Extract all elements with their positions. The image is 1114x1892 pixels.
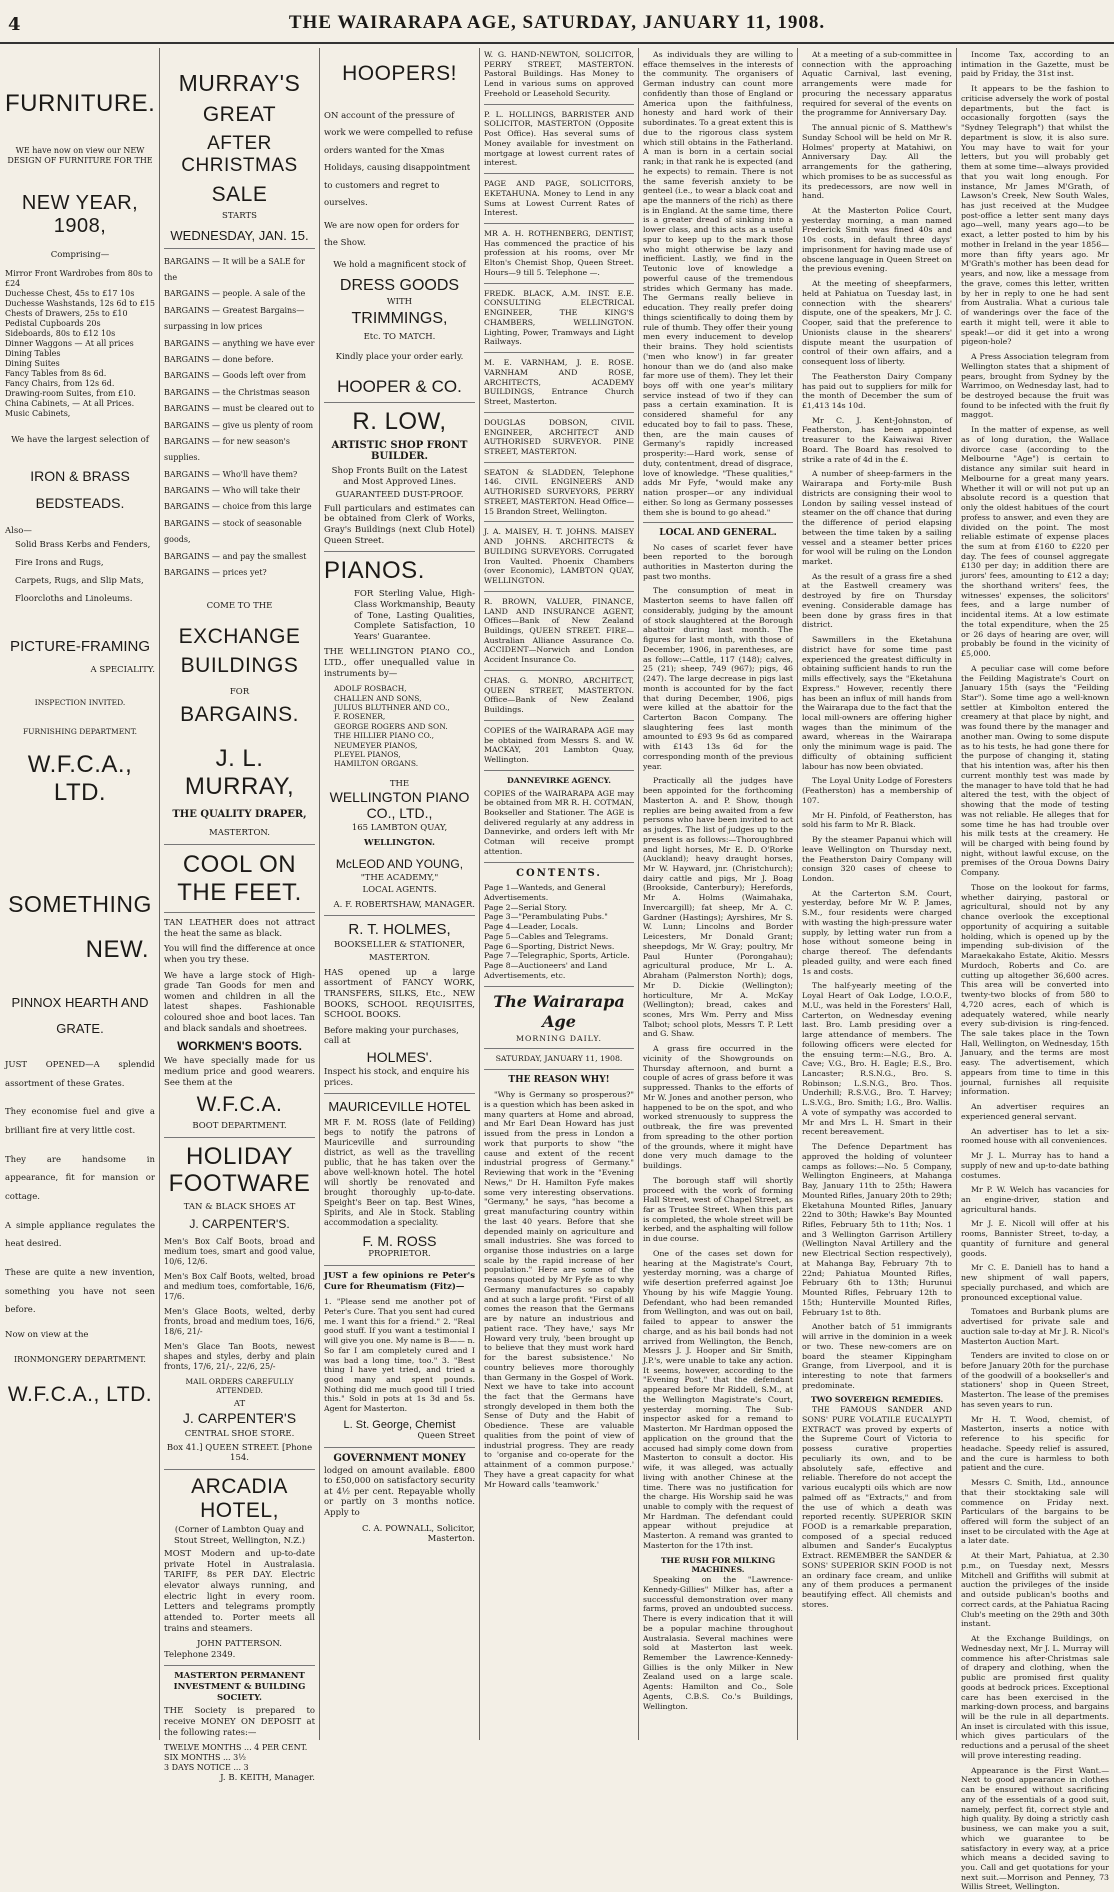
mpi-body: THE Society is prepared to receive MONEY ON DEPOSIT at the following rates:— bbox=[164, 1706, 315, 1738]
age-copies-notice: COPIES of the WAIRARAPA AGE may be obtained from Messrs S. and W. MACKAY, 201 Lambton Quay, Wellington. bbox=[484, 725, 634, 765]
price-item: Music Cabinets, bbox=[5, 408, 71, 418]
divider bbox=[484, 462, 634, 463]
price-item: Duchesse Chest, 45s to £17 10s bbox=[5, 288, 135, 298]
professional-card: DOUGLAS DOBSON, CIVIL ENGINEER, ARCHITECT AND AUTHORISED SURVEYOR. PINE STREET, MASTERTON. bbox=[484, 417, 634, 456]
divider bbox=[484, 670, 634, 671]
local-item: At the Exchange Buildings, on Wednesday next, Mr J. L. Murray will commence his after-Christmas sale of drapery and clothing, when the public are promised first quality goods at bedrock prices. Exceptional care has been exercised in the marking-down process, and bargains will be the rule in all departments. An inset is circulated with this issue, which gives particulars of the reductions and a perusal of the sheet will prove interesting reading. bbox=[961, 1634, 1109, 1760]
professional-card: PAGE AND PAGE, SOLICITORS, EKETAHUNA. Money to Lend in any Sums at Lowest Current Rates of Interest. bbox=[484, 179, 634, 218]
maker: JULIUS BLUTHNER AND CO., bbox=[334, 703, 450, 712]
divider bbox=[484, 591, 634, 592]
bargain-line: BARGAINS — must be cleared out to bbox=[164, 404, 315, 414]
local-item: In the matter of expense, as well as of long duration, the Wallace divorce case (according to the Melbourne "Age") is certain to distance any similar suit heard in Melbourne for a great many years. Whether it will or will not put up an absolute record is a question that only the oldest habitues of the court profess to answer, and even they are divided on the point. The most reliable estimate of expense places the sum at from £160 to £220 per day. The fees of counsel aggregate £130 per day; in addition there are jurors' fees, amounting to £12 a day; the shorthand writers' fees, the witnesses' expenses, the solicitors' fees, and a large number of incidental items. At a low estimate the total expenditure, when the 25 or 26 days of hearing are over, will probably be found in the vicinity of £5,000. bbox=[961, 425, 1109, 659]
price-item: Dining Tables bbox=[5, 348, 61, 358]
holmes-heading: HOLMES'. bbox=[366, 1049, 433, 1065]
divider bbox=[484, 521, 634, 522]
masthead: The Wairarapa Age bbox=[493, 991, 625, 1031]
shop-fronts: Shop Fronts Built on the Latest and Most Approved Lines. bbox=[331, 465, 468, 487]
pinnox-para: Now on view at the bbox=[5, 1330, 89, 1341]
column-rule bbox=[956, 48, 957, 1740]
local-item: An advertiser requires an experienced general servant. bbox=[961, 1102, 1109, 1121]
bargain-line: BARGAINS — the Christmas season bbox=[164, 387, 310, 397]
murrays-heading: MURRAY'S bbox=[178, 70, 301, 96]
etc-to-match: Etc. TO MATCH. bbox=[363, 331, 436, 342]
hoopers-heading: HOOPERS! bbox=[342, 62, 457, 85]
artistic-shop-front: ARTISTIC SHOP FRONT BUILDER. bbox=[331, 439, 468, 462]
column-1 bbox=[2, 50, 158, 1740]
professional-card: P. L. HOLLINGS, BARRISTER AND SOLICITOR, MASTERTON (Opposite Post Office). Has several sums of Money available for investment on mortgage at lowest current rates of interest. bbox=[484, 109, 634, 168]
page-number: 4 bbox=[8, 14, 21, 35]
new-heading: NEW. bbox=[85, 935, 149, 963]
bargain-line: BARGAINS — anything we have ever bbox=[164, 338, 315, 348]
contents-heading: CONTENTS. bbox=[516, 867, 602, 879]
speciality-label: A SPECIALITY. bbox=[90, 665, 155, 676]
great-heading: GREAT bbox=[202, 103, 277, 126]
contents-item: Page 1—Wanteds, and General Advertisements. bbox=[484, 883, 606, 902]
manager-name: A. F. ROBERTSHAW, MANAGER. bbox=[333, 899, 475, 910]
trimmings-heading: TRIMMINGS, bbox=[351, 309, 448, 327]
price-item: Fancy Tables from 8s 6d. bbox=[5, 368, 107, 378]
with-label: WITH bbox=[386, 297, 413, 307]
local-item: No cases of scarlet fever have been reported to the borough authorities in Masterton during the past two months. bbox=[643, 542, 793, 581]
at-label: AT bbox=[233, 1399, 246, 1410]
professional-card: R. BROWN, VALUER, FINANCE, LAND AND INSURANCE AGENT, Offices—Bank of New Zealand Buildings, QUEEN STREET. FIRE—Australian Alliance Assurance Co. ACCIDENT—Norwich and London Accident Insurance Co. bbox=[484, 596, 634, 665]
leader-continued: As individuals they are willing to efface themselves in the interests of the community. The organisers of German industry can count more confidently than those of England or America upon the faithfulness, honesty and hard work of their subordinates. To a great extent this is due to the rigorous class system which still obtains in the Fatherland. A man is born in a certain social rank; in that rank he is expected (and he expects) to remain. There is not the same feverish anxiety to be genteel (i.e., to wear a black coat and ape the manners of the rich) as there is in England. At the same time, there is a greater dread of sinking into a lower class, and this acts as a useful spur to keep up to the mark those who might otherwise be lazy and inefficient. Lastly, we find in the Teutonic love of knowledge a powerful cause of the tremendous strides which Germany has made. The Germans really believe in education. They really prefer doing things scientifically to doing them by rule of thumb. They offer their young men every inducement to develop their brains. They hold scientists ('men who know') in far greater honour than we do (and also make far more use of them). They let their boys off with one year's military service instead of two if they can pass a certain examination. It is considered shameful for any educated boy to fail to pass. These, then, are the main causes of Germany's rapidly increased prosperity:—Hard work, sense of duty, contentment, dread of disgrace, love of knowledge. "These qualities," adds Mr Fyfe, "would make any nation prosper—or any individual either. So long as Germany possesses them she is bound to go ahead." bbox=[643, 50, 793, 517]
contents-item: Page 4—Leader, Locals. bbox=[484, 922, 579, 932]
divider bbox=[484, 412, 634, 413]
gm-body: lodged on amount available. £800 to £50,000 on satisfactory security at 4½ per cent. Repayable wholly or partly on 3 months notice. Apply to bbox=[324, 1465, 475, 1519]
column-7 bbox=[958, 50, 1112, 1892]
bargain-line: BARGAINS — stock of seasonable goods, bbox=[164, 518, 302, 545]
hoopers-para: We hold a magnificent stock of bbox=[333, 260, 466, 271]
pinnox-para: These are quite a new invention, something you have not seen before. bbox=[5, 1268, 155, 1316]
tan-black-shoes: TAN & BLACK SHOES AT bbox=[183, 1202, 296, 1213]
maker: THE HILLIER PIANO CO., bbox=[334, 731, 435, 741]
hoopers-para: ON account of the pressure of work we were compelled to refuse orders wanted for the Xmas Holidays, causing disappointment to customers and regret to ourselves. bbox=[324, 111, 473, 209]
shoe-item: Men's Box Calf Boots, broad and medium toes, smart and good value, 10/6, 12/6. bbox=[164, 1236, 315, 1266]
exchange-buildings: EXCHANGE BUILDINGS bbox=[178, 625, 301, 678]
carpenters-heading: J. CARPENTER'S. bbox=[189, 1216, 290, 1231]
remedies-subheading: TWO SOVEREIGN REMEDIES. bbox=[810, 1395, 944, 1405]
local-item: At the meeting of sheepfarmers, held at Pahiatua on Tuesday last, in connection with the shearers' dispute, one of the speakers, Mr J. C. Cooper, said that the preference to Unionists clause in the shearers' dispute meant the usurpation of control of their own affairs, and a consequent loss of liberty. bbox=[802, 279, 952, 367]
divider bbox=[484, 352, 634, 353]
morning-daily: MORNING DAILY. bbox=[516, 1033, 602, 1043]
local-item: Income Tax, according to an intimation in the Gazette, must be paid by Friday, the 31st inst. bbox=[961, 50, 1109, 79]
cool-on-feet-heading: COOL ON THE FEET. bbox=[177, 851, 302, 907]
price-item: Sideboards, 80s to £12 10s bbox=[5, 328, 116, 338]
local-item: Mr P. W. Welch has vacancies for an engine-driver, station and agricultural hands. bbox=[961, 1185, 1109, 1214]
price-item: Pedistal Cupboards 20s bbox=[5, 318, 101, 328]
professional-card: M. E. VARNHAM, J. E. ROSE. VARNHAM AND ROSE, ARCHITECTS, ACADEMY BUILDINGS, Entrance Church Street, Masterton. bbox=[484, 358, 634, 407]
bargain-line: BARGAINS — choice from this large bbox=[164, 502, 312, 512]
column-rule bbox=[797, 48, 798, 1740]
column-6 bbox=[799, 50, 955, 1740]
bargain-line: BARGAINS — done before. bbox=[164, 354, 274, 364]
arcadia-proprietor: JOHN PATTERSON. bbox=[196, 1639, 283, 1650]
maker: CHALLEN AND SONS, bbox=[334, 693, 422, 703]
pianos-offer: THE WELLINGTON PIANO CO., LTD., offer unequalled value in instruments by— bbox=[324, 647, 475, 679]
milking-subheading: THE RUSH FOR MILKING MACHINES. bbox=[660, 1555, 776, 1575]
hotel-body: MR F. M. ROSS (late of Feilding) begs to notify the patrons of Mauriceville and surrounding district, as well as the travelling public, that he has taken over the above well-known hotel. The hotel will shortly be renovated and brought thoroughly up-to-date. Speight's Beer on tap. Best Wines, Spirits, and Ale in Stock. Stabling accommodation a speciality. bbox=[324, 1118, 475, 1228]
sale-heading: SALE bbox=[211, 183, 268, 206]
local-item: The Loyal Unity Lodge of Foresters (Featherston) has a membership of 107. bbox=[802, 776, 952, 805]
local-item: At the Carterton S.M. Court, yesterday, before Mr W. P. James, S.M., four residents were charged with wasting the high-pressure water supply, by letting water run from a hose without someone being in charge thereof. The defendants pleaded guilty, and were each fined 1s and costs. bbox=[802, 888, 952, 976]
column-3 bbox=[321, 50, 478, 1740]
local-item: A grass fire occurred in the vicinity of the Showgrounds on Thursday afternoon, and burnt a couple of acres of grass before it was suppressed. Thanks to the efforts of Mr W. Jones and another person, who happened to be on the spot, and who worked strenuously to suppress the outbreak, the fire was prevented from spreading to the other portion of the grounds, where it might have done very much damage to the buildings. bbox=[643, 1044, 793, 1171]
professional-card: SEATON & SLADDEN, Telephone 146. CIVIL ENGINEERS AND AUTHORISED SURVEYORS, PERRY STREET, MASTERTON. Head Office— 15 Brandon Street, Wellington. bbox=[484, 467, 634, 516]
central-shoe-store: CENTRAL SHOE STORE. bbox=[184, 1429, 295, 1440]
local-item: Those on the lookout for farms, whether dairying, pastoral or agricultural, should not by any chance overlook the exceptional opportunity of acquiring a suitable holding, which is opened up by the impending sub-division of the Maraekakaho Estate, Akitio. Messrs Murdoch, Roberts and Co. are cutting up altogether 36,600 acres. This area will be converted into twenty-two blocks of from 580 to 4,720 acres, each of which is adequately watered, while nearly every sub-division is ring-fenced. The sale takes place in the Town Hall, Wellington, on Wednesday, 15th January, and the terms are most easy. The advertisement, which appears from time to time in this journal, furnishes all requisite information. bbox=[961, 882, 1109, 1097]
local-item: Tomatoes and Burbank plums are advertised for private sale and auction sale to-day at Mr J. R. Nicol's Masterton Auction Mart. bbox=[961, 1307, 1109, 1346]
furniture-heading: FURNITURE. bbox=[5, 90, 156, 117]
divider bbox=[484, 283, 634, 284]
proprietor-label: PROPRIETOR. bbox=[368, 1249, 431, 1260]
shoe-item: Men's Box Calf Boots, welted, broad and medium toes, comfortable, 16/6, 17/6. bbox=[164, 1271, 315, 1301]
also-item: Fire Irons and Rugs, bbox=[15, 557, 104, 568]
local-item: Speaking on the "Lawrence-Kennedy-Gillies" Milker has, after a successful demonstration over many farms, proved an undoubted success. There is every indication that it will be a popular machine throughout Australasia. Several machines were sold at Masterton last week. Remember the Lawrence-Kennedy-Gillies is the only Milker in New Zealand used on a large scale. Agents: Hamilton and Co., Sole Agents, C.B.S. Co.'s Buildings, Wellington. bbox=[643, 1575, 793, 1711]
price-item: China Cabinets, — At all Prices. bbox=[5, 398, 135, 408]
local-item: Mr H. T. Wood, chemist, of Masterton, inserts a notice with reference to his specific for headache. Speedy relief is assured, and the cure is harmless to both patient and the cure. bbox=[961, 1414, 1109, 1473]
rlow-heading: R. LOW, bbox=[352, 407, 447, 435]
hoopers-para: We are now open for orders for the Show. bbox=[324, 220, 460, 248]
rate-line: SIX MONTHS ... 3½ bbox=[164, 1753, 246, 1763]
divider bbox=[324, 915, 475, 916]
local-item: Appearance is the First Want.—Next to good appearance in clothes can be ensured without sacrificing any of the essentials of a good suit, namely, perfect fit, correct style and high quality. By doing a strictly cash business, we can make you a suit, which we guarantee to be satisfactory in every way, at a price which means a decided saving to you. Call and get quotations for your next suit.—Morrison and Penney, 73 Willis Street, Wellington. bbox=[961, 1765, 1109, 1892]
holiday-footware-heading: HOLIDAY FOOTWARE bbox=[168, 1142, 311, 1198]
issue-date: SATURDAY, JANUARY 11, 1908. bbox=[495, 1054, 623, 1064]
furnishing-department: FURNISHING DEPARTMENT. bbox=[22, 727, 138, 737]
lambton-quay: 165 LAMBTON QUAY, bbox=[351, 823, 448, 834]
piano-makers bbox=[324, 684, 475, 768]
contents-item: Page 2—Serial Story. bbox=[484, 902, 567, 912]
fm-ross: F. M. ROSS bbox=[362, 1233, 437, 1250]
divider bbox=[164, 912, 315, 913]
workmens-para: We have specially made for us medium price and good wearers. See them at the bbox=[164, 1056, 315, 1088]
local-agents: LOCAL AGENTS. bbox=[362, 885, 437, 896]
column-rule bbox=[638, 48, 639, 1740]
local-item: The annual picnic of S. Matthew's Sunday School will be held on Mr R. Holmes' property at Matahiwi, on Anniversary Day. All the arrangements for the gathering, which promises to be as successful as its predecessors, are now well in hand. bbox=[802, 123, 952, 201]
leader-heading: THE REASON WHY! bbox=[508, 1074, 610, 1085]
queen-street: Queen Street bbox=[417, 1430, 475, 1441]
page-header bbox=[0, 0, 1114, 44]
local-item: One of the cases set down for hearing at the Magistrate's Court, yesterday morning, was a charge of wife desertion preferred against Joe Yhoung by his wife Maggie Young. Defendant, who had been remanded from Wellington, and was out on bail, failed to appear to answer the charge, and as his bail bonds had not arrived from Wellington, the Bench, Messrs J. J. Hooper and Sir Smith, J.P.'s, were unable to take any action. It seems, however, according to the "Evening Post," that the defendant appeared before Mr Riddell, S.M., at the Wellington Magistrate's Court, yesterday morning. The Sub-inspector asked for a remand to Masterton. Mr Hardman opposed the application on the ground that the accused had simply come down from Masterton to consult a doctor. His wife, it was alleged, was actually living with another Chinese at the time. There was no justification for the charge. His Worship said he was unable to comply with the request of Mr Hardman. The defendant could appear without prejudice at Masterton. A remand was granted to Masterton for the 17th inst. bbox=[643, 1248, 793, 1550]
divider bbox=[164, 1137, 315, 1138]
largest-selection: We have the largest selection of bbox=[11, 434, 149, 445]
local-general-heading: LOCAL AND GENERAL. bbox=[659, 528, 777, 539]
tan-para: You will find the difference at once when you try these. bbox=[164, 944, 315, 965]
furniture-intro: WE have now on view our NEW DESIGN OF FURNITURE FOR THE bbox=[7, 146, 153, 165]
rt-holmes: R. T. HOLMES, bbox=[348, 921, 451, 939]
for-label: FOR bbox=[229, 686, 250, 697]
local-item: Practically all the judges have been appointed for the forthcoming Masterton A. and P. Show, though replies are being awaited from a few persons who have been invited to act as judges. The list of judges up to the present is as follows:—Thoroughbred and light horses, Mr E. D. O'Rorke (Auckland); heavy draught horses, Mr W. Hayward, jnr. (Christchurch); dairy cattle and pigs, Mr J. Boag (Brookside, Canterbury); Herefords, Mr A. Holms (Waimahaka, Invercargill); fat sheep, Mr A. C. Gardner (Hastings); Ayrshires, Mr S. W. Lunn; Lincolns and Border Leicesters, Mr Donald Grant; sheepdogs, Mr W. Gray; poultry, Mr Paul Hunter (Porongahau); agricultural produce, Mr L. A. Abraham (Palmerston North); dogs, Mr D. Dickie (Wellington); horticulture, Mr A. McKay (Wellington); bread, cakes and scones, Mrs Wm. Perry and Miss Talbot; school plots, Messrs T. P. Lett and G. Shaw. bbox=[643, 776, 793, 1039]
professional-card: MR A. H. ROTHENBERG, DENTIST, Has commenced the practice of his profession at his rooms, over Mr Elton's Chemist Shop, Queen Street. Hours—9 till 5. Telephone —. bbox=[484, 229, 634, 277]
price-item: Chests of Drawers, 25s to £10 bbox=[5, 308, 128, 318]
divider bbox=[484, 173, 634, 174]
wfca-small: W.F.C.A. bbox=[196, 1093, 283, 1117]
pinnox-para: They are handsome in appearance, fit for mansion or cottage. bbox=[5, 1154, 155, 1202]
pinnox-para: They economise fuel and give a brilliant fire at very little cost. bbox=[5, 1107, 155, 1136]
contents-item: Page 7—Telegraphic, Sports, Article. bbox=[484, 951, 630, 961]
dress-goods-heading: DRESS GOODS bbox=[339, 277, 460, 294]
wellington-piano-co: WELLINGTON PIANO CO., LTD., bbox=[329, 789, 470, 822]
local-item: The Featherston Dairy Company has paid out to suppliers for milk for the month of December the sum of £1,413 14s 10d. bbox=[802, 371, 952, 410]
the-label: THE bbox=[389, 778, 410, 789]
workmens-boots-heading: WORKMEN'S BOOTS. bbox=[177, 1039, 302, 1054]
come-to-label: COME TO THE bbox=[206, 601, 273, 612]
inspect-stock: Inspect his stock, and enquire his prices. bbox=[324, 1067, 470, 1088]
professional-card: W. G. HAND-NEWTON, SOLICITOR, PERRY STREET, MASTERTON. Pastoral Buildings. Has Money to Lend in various sums on approved Freehold or Leasehold Security. bbox=[484, 50, 634, 98]
maker: NEUMEYER PIANOS, bbox=[334, 740, 418, 750]
divider bbox=[484, 1069, 634, 1070]
boot-department: BOOT DEPARTMENT. bbox=[192, 1121, 287, 1132]
local-item: A peculiar case will come before the Feilding Magistrate's Court on January 15th (says the "Feilding Star"). Some time ago a well-known settler at Kimbolton entered the creamery at that place by night, and was found there by the manager and another man. Owing to some dispute as to his tests, he had gone there for the purpose of changing it, stating that his intention was, after his then current monthly test was made by the manager to have told that he had altered the test, with the object of showing that the mode of testing was not reliable. He alleges that for some time he has had trouble over his milk tests at the creamery. He will be charged with being found by night, without lawful excuse, on the premises of the Oroua Downs Dairy Company. bbox=[961, 663, 1109, 878]
arcadia-address: (Corner of Lambton Quay and Stout Street, Wellington, N.Z.) bbox=[173, 1524, 306, 1546]
divider bbox=[484, 1048, 634, 1049]
divider bbox=[484, 720, 634, 721]
dust-proof: GUARANTEED DUST-PROOF. bbox=[335, 490, 464, 501]
local-item: Sawmillers in the Eketahuna district have for some time past experienced the greatest difficulty in obtaining sufficient hands to run the mills effectively, says the "Eketahuna Express." However, recently there has been an influx of mill hands from the Wairarapa due to the fact that the local mill-owners are offering higher wages than the minimum of the award, whereas in the Wairarapa only the minimum wage is paid. The difficulty of obtaining sufficient labour has now been obviated. bbox=[802, 635, 952, 771]
column-rule bbox=[479, 48, 480, 1740]
bargain-line: BARGAINS — Who'll have them? bbox=[164, 469, 298, 479]
new-year-heading: NEW YEAR, 1908, bbox=[21, 192, 139, 237]
j-carpenters: J. CARPENTER'S bbox=[182, 1410, 297, 1427]
government-money: GOVERNMENT MONEY bbox=[333, 1452, 466, 1464]
price-item: Mirror Front Wardrobes from 80s to £24 bbox=[5, 268, 153, 288]
tan-para: TAN LEATHER does not attract the heat the same as black. bbox=[164, 918, 315, 939]
also-item: Solid Brass Kerbs and Fenders, bbox=[15, 540, 151, 551]
box-phone: Box 41.] QUEEN STREET. [Phone 154. bbox=[166, 1442, 313, 1464]
bargain-line: BARGAINS — give us plenty of room bbox=[164, 420, 314, 430]
pinnox-para: A simple appliance regulates the heat desired. bbox=[5, 1220, 155, 1250]
local-item: Mr C. E. Daniell has to hand a new shipment of wall papers, specially purchased, and which are pronounced exceptional value. bbox=[961, 1263, 1109, 1302]
column-4 bbox=[481, 50, 637, 1740]
column-2 bbox=[161, 50, 318, 1784]
divider bbox=[324, 551, 475, 552]
also-item: Carpets, Rugs, and Slip Mats, bbox=[15, 575, 144, 586]
bargain-line: BARGAINS — prices yet? bbox=[164, 568, 267, 578]
local-item: An advertiser has to let a six-roomed house with all conveniences. bbox=[961, 1126, 1109, 1146]
masterton-label: MASTERTON. bbox=[208, 828, 271, 839]
rate-line: 3 DAYS NOTICE ... 3 bbox=[164, 1763, 249, 1773]
bargain-line: BARGAINS — people. A sale of the bbox=[164, 289, 306, 299]
local-item: THE FAMOUS SANDER AND SONS' PURE VOLATILE EUCALYPTI EXTRACT was proved by experts of the Supreme Court of Victoria to possess curative properties peculiarly its own, and to be absolutely safe, effective and reliable. Therefore do not accept the various eucalypti oils which are now palmed off as "Extracts," and from the use of which a death was reported recently. SUPERIOR SKIN FOOD is a remarkable preparation, composed of a special reduced albumen and Sander's Eucalyptus Extract. REMEMBER the SANDER & SONS' SUPERIOR SKIN FOOD is not an ordinary face cream, and unlike any of them produces a permanent beautifying effect. All chemists and stores. bbox=[802, 1405, 952, 1609]
professional-card: FREDK. BLACK, A.M. INST. E.E. CONSULTING ELECTRICAL ENGINEER, THE KING'S CHAMBERS, WELLINGTON. Lighting, Power, Tramways and Light Railways. bbox=[484, 288, 634, 347]
local-item: By the steamer Papanui which will leave Wellington on Thursday next, the Featherston Dairy Company will consign 320 cases of cheese to London. bbox=[802, 835, 952, 884]
divider bbox=[484, 770, 634, 771]
local-item: The half-yearly meeting of the Loyal Heart of Oak Lodge, I.O.O.F., M.U., was held in the Foresters' Hall, Carterton, on Wednesday evening last. Bro. Lamb presiding over a large attendance of members. The following officers were elected for the ensuing term:—N.G., Bro. A. Cave; V.G., Bro. H. Eagle; E.S., Bro. Lancaster; R.S.N.G., Bro. S. Robinson; L.S.N.G., Bro. Thos. Underhill; R.S.V.G., Bro. T. Harvey; L.S.V.G., Bro. Smith; I.G., Bro. Wallis. A vote of sympathy was accorded to Mr and Mrs L. H. Smart in their recent bereavement. bbox=[802, 981, 952, 1137]
pianos-heading: PIANOS. bbox=[324, 557, 425, 585]
professional-card: J. A. MAISEY, H. T. JOHNS. MAISEY AND JOHNS. ARCHITECTS & BUILDING SURVEYORS. Corrugated Iron Vaulted. Phoenix Chambers (over Economic), LAMBTON QUAY, WELLINGTON. bbox=[484, 527, 634, 586]
pianos-for: FOR Sterling Value, High-Class Workmanship, Beauty of Tone, Lasting Qualities, Complete Satisfaction, 10 Years' Guarantee. bbox=[354, 589, 475, 642]
bargains-heading: BARGAINS. bbox=[180, 703, 299, 727]
dannevirke-agency: DANNEVIRKE AGENCY. bbox=[507, 775, 611, 785]
column-rule bbox=[319, 48, 320, 1740]
local-item: At a meeting of a sub-committee in connection with the approaching Aquatic Carnival, last evening, arrangements were made for procuring the necessary apparatus required for several of the events on the programme for Anniversary Day. bbox=[802, 50, 952, 118]
masterton-label: MASTERTON. bbox=[368, 953, 431, 963]
shoe-list bbox=[164, 1237, 315, 1372]
inspection-invited: INSPECTION INVITED. bbox=[34, 698, 126, 708]
column-5 bbox=[640, 50, 796, 1740]
also-item: Floorcloths and Linoleums. bbox=[15, 593, 133, 604]
jl-murray-heading: J. L. MURRAY, bbox=[184, 745, 295, 801]
local-item: Mr J. L. Murray has to hand a supply of new and up-to-date bathing costumes. bbox=[961, 1151, 1109, 1180]
price-item: Dinner Waggons — At all prices bbox=[5, 338, 134, 348]
local-item: As the result of a grass fire a shed at the Eastwell creamery was destroyed by fire on Thursday evening. Considerable damage has been done by grass fires in that district. bbox=[802, 571, 952, 630]
also-label: Also— bbox=[5, 526, 32, 537]
picture-framing-heading: PICTURE-FRAMING bbox=[10, 638, 150, 656]
mpi-heading: MASTERTON PERMANENT INVESTMENT & BUILDING SOCIETY. bbox=[173, 1671, 306, 1703]
contents-item: Page 3—"Perambulating Pubs." bbox=[484, 912, 608, 922]
before-purchases: Before making your purchases, call at bbox=[324, 1025, 459, 1047]
iron-brass-heading: IRON & BRASS BEDSTEADS. bbox=[30, 468, 130, 511]
divider bbox=[324, 1447, 475, 1448]
shoe-item: Men's Glace Tan Boots, newest shapes and styles, derby and plain fronts, 17/6, 21/-, 22/6, 25/- bbox=[164, 1341, 315, 1371]
divider bbox=[484, 986, 634, 987]
newspaper-title: THE WAIRARAPA AGE, SATURDAY, JANUARY 11, 1908. bbox=[288, 12, 826, 33]
divider bbox=[164, 248, 315, 249]
gm-contact: C. A. POWNALL, Solicitor, Masterton. bbox=[361, 1523, 475, 1545]
professional-card: CHAS. G. MONRO, ARCHITECT, QUEEN STREET, MASTERTON. Office—Bank of New Zealand Buildings. bbox=[484, 675, 634, 715]
local-item: At the Masterton Police Court, yesterday morning, a man named Frederick Smith was fined 40s and 10s costs, in default three days' imprisonment for having made use of obscene language in Queen Street on the previous evening. bbox=[802, 206, 952, 274]
local-item: A number of sheep-farmers in the Wairarapa and Forty-mile Bush districts are consigning their wool to London by sailing vessel instead of steamer on the off chance that during the difference of period elapsing between the time taken by a sailing vessel and a steamer better prices for wool will be ruling on the London market. bbox=[802, 469, 952, 566]
mcleod-young: McLEOD AND YOUNG, bbox=[335, 856, 464, 871]
quality-draper: THE QUALITY DRAPER, bbox=[172, 809, 307, 821]
bargain-line: BARGAINS — It will be a SALE for the bbox=[164, 256, 305, 283]
mpi-manager: J. B. KEITH, Manager. bbox=[220, 1773, 315, 1784]
holmes-body: HAS opened up a large assortment of FANCY WORK, TRANSFERS, SILKS, Etc., NEW BOOKS, SCHOOL REQUISITES, SCHOOL BOOKS. bbox=[324, 967, 475, 1021]
divider bbox=[164, 1665, 315, 1666]
divider bbox=[484, 862, 634, 863]
maker: GEORGE ROGERS AND SON. bbox=[334, 721, 448, 731]
local-item: The consumption of meat in Masterton seems to have fallen off considerably, judging by the amount of stock slaughtered at the Borough abattoir during last month. The figures for last month, with those of December, 1906, in parentheses, are as follow:—Cattle, 117 (148); calves, 25 (21); sheep, 749 (967); pigs, 46 (247). The large decrease in pigs last month is accounted for by the fact that during December, 1906, pigs were killed at the abattoir for the Carterton Bacon Company. The slaughtering fees last month amounted to £93 9s 6d as compared with £143 13s 6d for the corresponding month of the previous year. bbox=[643, 586, 793, 771]
pinnox-heading: PINNOX HEARTH AND GRATE. bbox=[11, 994, 149, 1036]
price-item: Drawing-room Suites, from £10. bbox=[5, 388, 136, 398]
maker: ADOLF ROSBACH, bbox=[334, 684, 407, 694]
divider bbox=[324, 1093, 475, 1094]
price-item: Duchesse Washstands, 12s 6d to £15 bbox=[5, 298, 155, 308]
st-george: L. St. George, Chemist bbox=[343, 1418, 456, 1431]
bargains-list bbox=[164, 254, 315, 582]
bargain-line: BARGAINS — Goods left over from bbox=[164, 371, 307, 381]
maker: PLEYEL PIANOS, bbox=[334, 749, 401, 759]
divider bbox=[324, 1265, 475, 1266]
divider bbox=[643, 522, 793, 523]
tan-para: We have a large stock of High-grade Tan Goods for men and women and children in all the latest shapes. Fashionable coloured shoe and boot laces. Tan and black sandals and shoetrees. bbox=[164, 970, 315, 1034]
local-item: Tenders are invited to close on or before January 20th for the purchase of the goodwill of a bookseller's and stationers' shop in Queen Street, Masterton. The lease of the premises has seven years to run. bbox=[961, 1351, 1109, 1409]
contents-item: Page 5—Cables and Telegrams. bbox=[484, 931, 609, 941]
divider bbox=[484, 104, 634, 105]
divider bbox=[164, 844, 315, 845]
furniture-price-list bbox=[5, 269, 155, 419]
price-item: Fancy Chairs, from 12s 6d. bbox=[5, 378, 115, 388]
mpi-rates bbox=[164, 1743, 315, 1773]
bargain-line: BARGAINS — for new season's supplies. bbox=[164, 436, 290, 463]
contents-item: Page 8—Auctioneers' and Land Advertisements, etc. bbox=[484, 961, 608, 980]
local-item: At their Mart, Pahiatua, at 2.30 p.m., on Tuesday next, Messrs Mitchell and Griffiths will submit at auction the privileges of the inside and outside publican's booths and correct cards, at the Pahiatua Racing Club's meeting on the 29th and 30th instant. bbox=[961, 1551, 1109, 1629]
wfca-logo-2: W.F.C.A., LTD. bbox=[7, 1382, 153, 1406]
local-item: It appears to be the fashion to criticise adversely the work of postal departments, but the fact is occasionally forgotten (says the "Sydney Telegraph") that whilst the department is slow, it is also sure. You may have to wait for your letters, but you will probably get them at some time—always provided that you wait long enough. For instance, Mr James M'Grath, of Lawson's Creek, New South Wales, has just received at the Mudgee post-office a letter sent many days ago—well, many years ago—to be exact, a letter posted to him by his mother in Ireland in the year 1856—more than fifty years ago. Mr M'Grath's mother has been dead for years, and now, like a message from the grave, comes this letter, written by her in reply to one he had sent from Australia. What a curious tale of wanderings over the face of the earth it might tell, were it able to speak!—or did it get into a wrong pigeon-hole? bbox=[961, 84, 1109, 347]
local-item: A Press Association telegram from Wellington states that a shipment of pears, brought from Sydney by the Warrimoo, on Wednesday last, had to be destroyed because the fruit was found to be infected with the fruit fly maggot. bbox=[961, 352, 1109, 420]
mauriceville-hotel: MAURICEVILLE HOTEL bbox=[328, 1099, 471, 1115]
wellington-label: WELLINGTON. bbox=[364, 837, 435, 848]
leader-body: "Why is Germany so prosperous?" is a question which has been asked in many quarters at Home and abroad, and Mr Earl Dean Howard has just issued from the press in London a work that purports to show "the cause and extent of the recent industrial progress of Germany." Reviewing that work in the "Evening News," Dr H. Hamilton Fyfe makes some very interesting observations. "Germany," he says, "has become a great manufacturing country within the last 40 years. Before that she depended mainly on agriculture and small industries. She was forced to organise those industries on a large scale by the rapid increase of her population." Here are some of the reasons quoted by Mr Fyfe as to why Germany manufactures so capably and at such a large profit. "First of all comes the reason that the Germans are by nature an industrious and patient race. 'They have,' says Mr Howard very truly, 'been brought up to believe that they must work hard for the barest subsistence.' No country believes more thoroughly than Germany in the Gospel of Work. Next we have to take into account the fact that the Germans have strongly developed in them both the Sense of Duty and the Habit of Obedience. These are valuable qualities from the point of view of industrial progress. They are ready to 'organise and co-operate for the attainment of a common purpose.' They have a great capacity for what Mr Howard calls 'teamwork.' bbox=[484, 1090, 634, 1489]
divider bbox=[324, 402, 475, 403]
arcadia-telephone: Telephone 2349. bbox=[164, 1649, 236, 1660]
divider bbox=[484, 223, 634, 224]
local-item: The Defence Department has approved the holding of volunteer camps as follows:—No. 5 Company, Wellington Engineers, at Mahanga Bay, January 11th to 25th; Hawera Mounted Rifles, January 20th to 29th; Eketahuna Mounted Rifles, January 22nd to 30th; Hawke's Bay Mounted Rifles, February 5th to 11th; Nos. 1 and 3 Wellington Garrison Artillery (Wellington Naval Artillery and the new Electrical Section respectively), at Mahanga Bay, February 7th to 22nd; Pahiatua Mounted Rifles, February 6th to 13th; Hurunui Mounted Rifles, February 12th to 15th; Hunterville Mounted Rifles, February 1st to 8th. bbox=[802, 1142, 952, 1317]
bargain-line: BARGAINS — and pay the smallest bbox=[164, 551, 307, 561]
rlow-plans: Full particulars and estimates can be obtained from Clerk of Works, Gray's Buildings (next Club Hotel) Queen Street. bbox=[324, 503, 475, 546]
peters-heading: JUST a few opinions re Peter's Cure for Rheumatism (Fitz)— bbox=[324, 1270, 475, 1292]
mail-orders: MAIL ORDERS CAREFULLY ATTENDED. bbox=[185, 1376, 294, 1396]
contents-item: Page 6—Sporting, District News. bbox=[484, 941, 615, 951]
also-list bbox=[15, 537, 155, 608]
academy-label: "THE ACADEMY," bbox=[360, 872, 439, 883]
rate-line: TWELVE MONTHS ... 4 PER CENT. bbox=[164, 1743, 308, 1753]
sale-date: WEDNESDAY, JAN. 15. bbox=[170, 227, 309, 243]
dannevirke-notice: COPIES of the WAIRARAPA AGE may be obtained from MR R. H. COTMAN, Bookseller and Stationer. The AGE is delivered regularly at any address in Dannevirke, and orders left with Mr Cotman will receive prompt attention. bbox=[484, 788, 634, 856]
pinnox-para: JUST OPENED—A splendid assortment of these Grates. bbox=[5, 1059, 155, 1089]
local-item: Messrs C. Smith, Ltd., announce that their stocktaking sale will commence on Friday next. Particulars of the bargains to be offered will form the subject of an inset to be circulated with the Age at a later date. bbox=[961, 1478, 1109, 1546]
maker: F. ROSENER, bbox=[334, 712, 386, 722]
something-heading: SOMETHING bbox=[8, 890, 152, 917]
peters-body: 1. "Please send me another pot of Peter's Cure. That you sent had cured me. I want this for a friend." 2. "Real good stuff. If you want a testimonial I will give you one. My name is B—— n. So far I am completely cured and I was bad a long time, too." 3. "Best thing I have yet tried, and tried a good many and spent pounds. Nothing did me much good till I tried this." Sold in pots at 1s 3d and 5s. Agent for Masterton. bbox=[324, 1297, 475, 1414]
starts-label: STARTS bbox=[222, 211, 257, 221]
shoe-item: Men's Glace Boots, welted, derby fronts, broad and medium toes, 16/6, 18/6, 21/- bbox=[164, 1306, 315, 1336]
local-item: Mr J. E. Nicoll will offer at his rooms, Bannister Street, to-day, a quantity of furniture and general goods. bbox=[961, 1219, 1109, 1258]
bookseller-stationer: BOOKSELLER & STATIONER, bbox=[333, 940, 466, 951]
column-rule bbox=[159, 48, 160, 1740]
after-christmas-heading: AFTER CHRISTMAS bbox=[181, 133, 298, 176]
divider bbox=[164, 1469, 315, 1470]
local-item: The borough staff will shortly proceed with the work of forming Hall Street, west of Chapel Street, as far as Trustee Street. When this part is completed, the whole street will be kerbed, and the asphalting will follow in due course. bbox=[643, 1175, 793, 1244]
bargain-line: BARGAINS — Who will take their bbox=[164, 486, 300, 496]
contents-list bbox=[484, 883, 634, 980]
ironmongery-dept: IRONMONGERY DEPARTMENT. bbox=[14, 1354, 146, 1364]
local-item: Another batch of 51 immigrants will arrive in the dominion in a week or two. These new-comers are on board the steamer Kippingham Grange, from Liverpool, and it is interesting to note that farmers predominate. bbox=[802, 1322, 952, 1390]
order-early: Kindly place your order early. bbox=[335, 352, 464, 363]
price-item: Dining Suites bbox=[5, 358, 60, 368]
comprising-label: Comprising— bbox=[50, 250, 110, 260]
arcadia-body: MOST Modern and up-to-date private Hotel in Australasia. TARIFF, 8s PER DAY. Electric elevator always running, and electric light in every room. Letters and telegrams promptly attended to. Porter meets all trains and steamers. bbox=[164, 1549, 315, 1634]
arcadia-heading: ARCADIA HOTEL, bbox=[191, 1474, 288, 1522]
local-item: Mr C. J. Kent-Johnston, of Featherston, has been appointed treasurer to the Kaiwaiwai River Board. The Board has resolved to strike a rate of 4d in the £. bbox=[802, 415, 952, 464]
bargain-line: BARGAINS — Greatest Bargains—surpassing in low prices bbox=[164, 305, 305, 332]
local-item: Mr H. Pinfold, of Featherston, has sold his farm to Mr R. Black. bbox=[802, 810, 952, 830]
wfca-logo: W.F.C.A., LTD. bbox=[27, 750, 133, 806]
hooper-co: HOOPER & CO. bbox=[337, 376, 462, 396]
maker: HAMILTON ORGANS. bbox=[334, 759, 419, 769]
